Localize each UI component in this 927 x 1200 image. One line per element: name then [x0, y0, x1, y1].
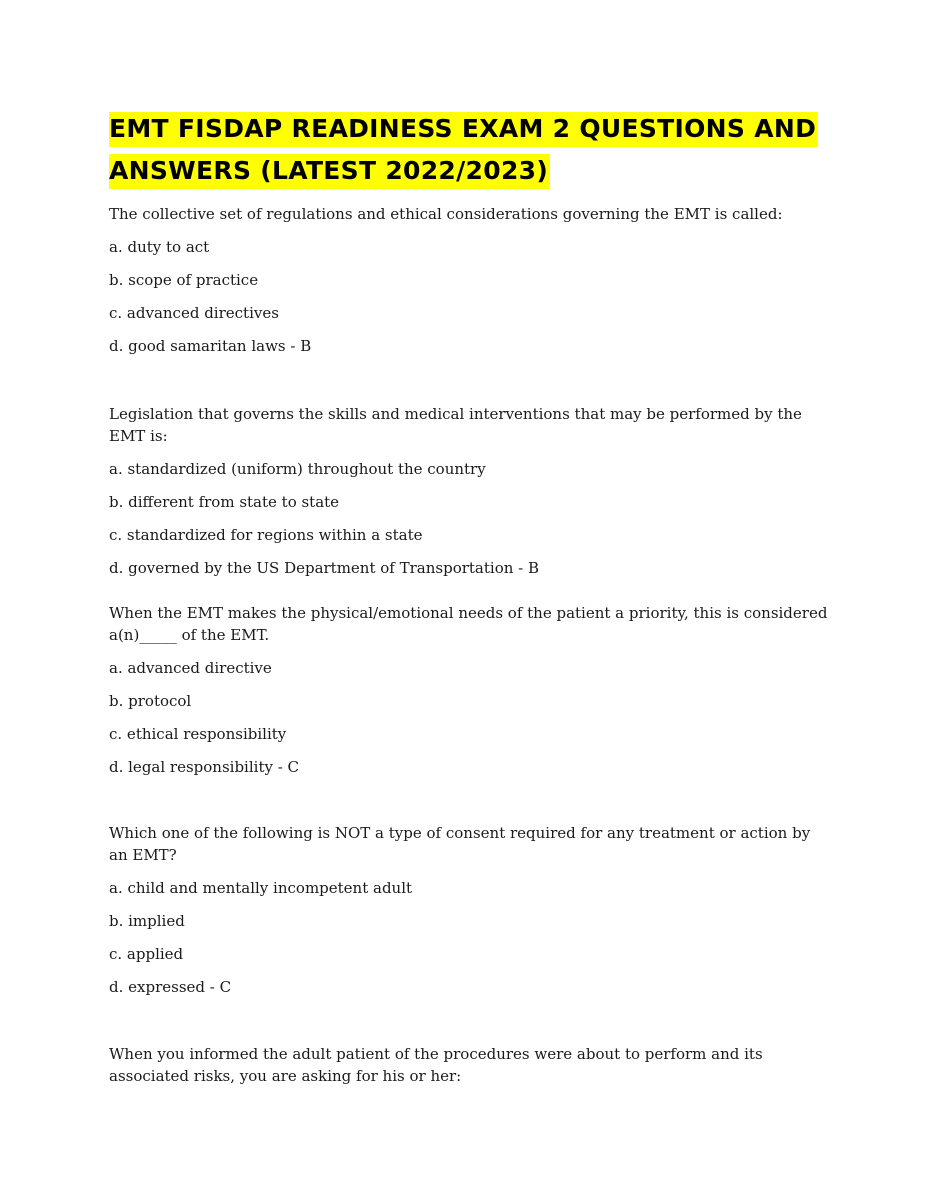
answer-option: b. different from state to state [109, 493, 340, 511]
answer-option: b. scope of practice [109, 271, 259, 289]
answer-option: b. protocol [109, 692, 192, 710]
answer-option: a. child and mentally incompetent adult [109, 879, 413, 897]
answer-option: a. advanced directive [109, 659, 272, 677]
question-4 [109, 822, 829, 998]
answer-option: a. duty to act [109, 238, 210, 256]
question-text: When you informed the adult patient of the procedures were about to perform and its associated risks, you are asking for his or her: [109, 1045, 763, 1085]
answer-option: b. implied [109, 912, 185, 930]
question-5 [109, 1043, 829, 1087]
question-3 [109, 602, 829, 778]
answer-option: d. good samaritan laws - B [109, 337, 312, 355]
answer-option: c. ethical responsibility [109, 725, 287, 743]
question-text: When the EMT makes the physical/emotional needs of the patient a priority, this is considered a(n)_____ of the EMT. [109, 604, 828, 644]
document-title [109, 108, 829, 192]
answer-option: c. standardized for regions within a state [109, 526, 423, 544]
answer-option: d. governed by the US Department of Transportation - B [109, 559, 540, 577]
answer-option: c. applied [109, 945, 184, 963]
title-highlight: EMT FISDAP READINESS EXAM 2 QUESTIONS AND ANSWERS (LATEST 2022/2023) [109, 112, 818, 189]
answer-option: a. standardized (uniform) throughout the country [109, 460, 486, 478]
answer-option: d. legal responsibility - C [109, 758, 300, 776]
question-2 [109, 403, 829, 579]
question-text: Which one of the following is NOT a type of consent required for any treatment or action by an EMT? [109, 824, 811, 864]
question-1 [109, 203, 829, 357]
question-text: The collective set of regulations and ethical considerations governing the EMT is called: [109, 205, 783, 223]
answer-option: d. expressed - C [109, 978, 232, 996]
answer-option: c. advanced directives [109, 304, 279, 322]
question-text: Legislation that governs the skills and medical interventions that may be performed by the EMT is: [109, 405, 802, 445]
